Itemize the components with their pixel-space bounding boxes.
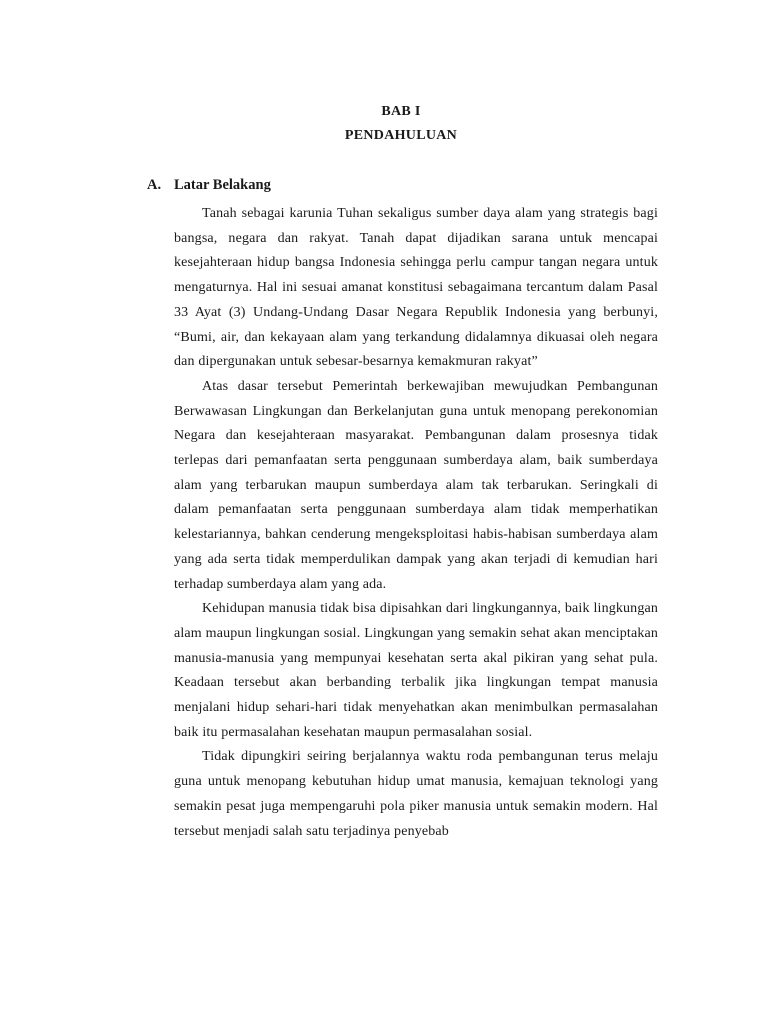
paragraph: Atas dasar tersebut Pemerintah berkewajiban mewujudkan Pembangunan Berwawasan Lingkungan dan Berkelanjutan guna untuk menopang perekonomian Negara dan kesejahteraan masyarakat. Pembangunan dalam prosesnya tidak terlepas dari pemanfaatan serta penggunaan sumberdaya alam, baik sumberdaya alam yang terbarukan maupun sumberdaya alam tak terbarukan. Seringkali di dalam pemanfaatan serta penggunaan sumberdaya alam tidak memperhatikan kelestariannya, bahkan cenderung mengeksploitasi habis-habisan sumberdaya alam yang ada serta tidak memperdulikan dampak yang akan terjadi di kemudian hari terhadap sumberdaya alam yang ada. [174, 378, 658, 592]
chapter-number: BAB I [381, 104, 421, 119]
paragraph: Tidak dipungkiri seiring berjalannya waktu roda pembangunan terus melaju guna untuk menopang kebutuhan hidup umat manusia, kemajuan teknologi yang semakin pesat juga mempengaruhi pola piker manusia untuk semakin modern. Hal tersebut menjadi salah satu terjadinya penyebab [174, 749, 658, 839]
body-text [174, 202, 658, 844]
chapter-title: PENDAHULUAN [344, 128, 458, 143]
paragraph: Tanah sebagai karunia Tuhan sekaligus sumber daya alam yang strategis bagi bangsa, negara dan rakyat. Tanah dapat dijadikan sarana untuk mencapai kesejahteraan hidup bangsa Indonesia sehingga perlu campur tangan negara untuk mengaturnya. Hal ini sesuai amanat konstitusi sebagaimana tercantum dalam Pasal 33 Ayat (3) Undang-Undang Dasar Negara Republik Indonesia yang berbunyi, “Bumi, air, dan kekayaan alam yang terkandung didalamnya dikuasai oleh negara dan dipergunakan untuk sebesar-besarnya kemakmuran rakyat” [174, 206, 658, 370]
section-heading [147, 177, 271, 194]
paragraph: Kehidupan manusia tidak bisa dipisahkan dari lingkungannya, baik lingkungan alam maupun lingkungan sosial. Lingkungan yang semakin sehat akan menciptakan manusia-manusia yang mempunyai kesehatan serta akal pikiran yang sehat pula. Keadaan tersebut akan berbanding terbalik jika lingkungan tempat manusia menjalani hidup sehari-hari tidak menyehatkan akan menimbulkan permasalahan baik itu permasalahan kesehatan maupun permasalahan sosial. [174, 601, 658, 740]
section-title: Latar Belakang [174, 177, 271, 193]
section-letter: A. [147, 177, 162, 193]
